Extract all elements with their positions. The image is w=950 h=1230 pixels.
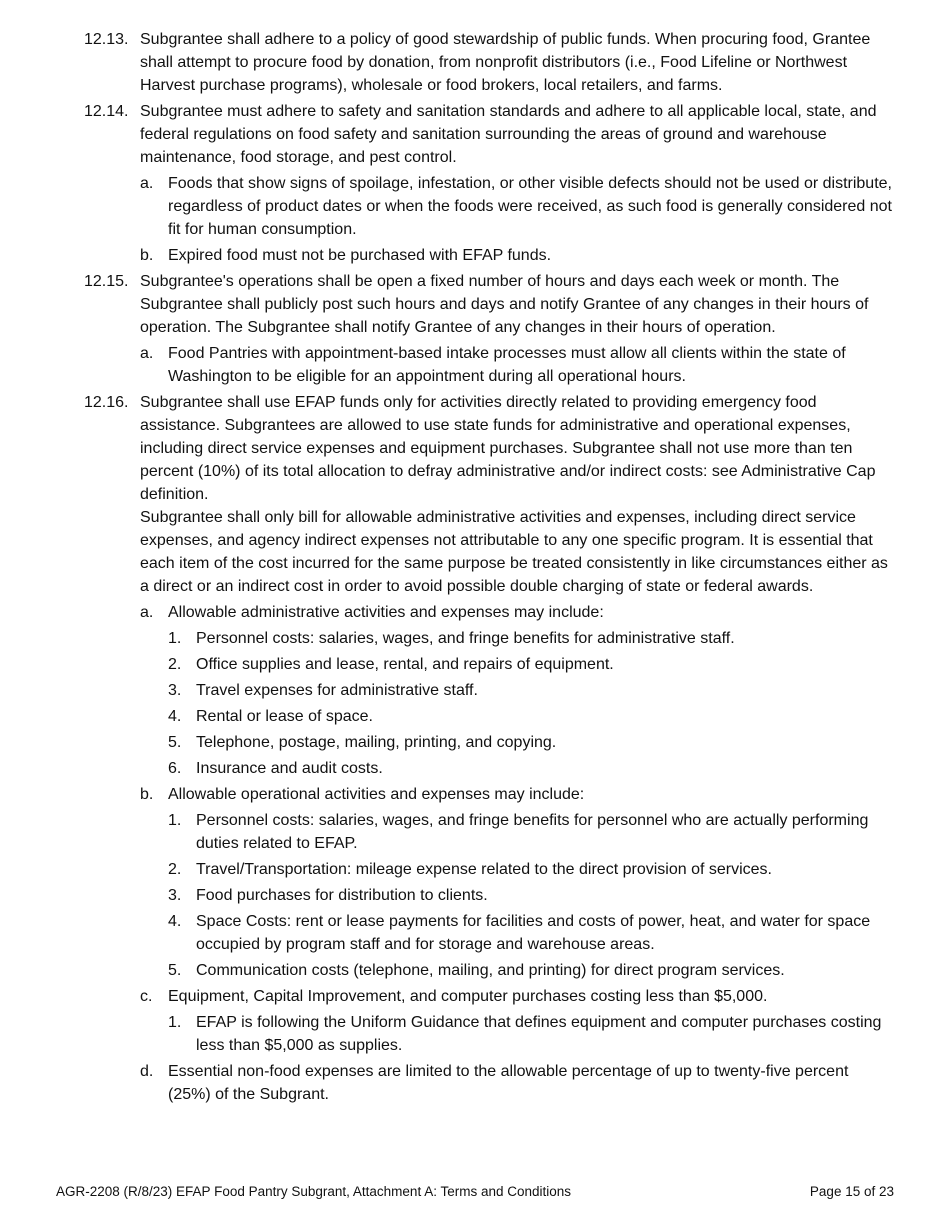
- subitem: [140, 244, 894, 267]
- section-paragraph: Subgrantee's operations shall be open a fixed number of hours and days each week or month. The Subgrantee shall publicly post such hours and days and notify Grantee of any changes in their hours of operation. The Subgrantee shall notify Grantee of any changes in their hours of operation.: [140, 273, 869, 336]
- list-item-text: Communication costs (telephone, mailing, and printing) for direct program services.: [196, 962, 785, 979]
- list-item-marker: 5.: [168, 962, 182, 979]
- list-item-text: Travel/Transportation: mileage expense related to the direct provision of services.: [196, 861, 772, 878]
- subitem: [140, 783, 894, 982]
- subitem-marker: b.: [140, 247, 154, 264]
- list-item-marker: 1.: [168, 812, 182, 829]
- section-12-15: [0, 270, 950, 388]
- section-12-16: [0, 391, 950, 1106]
- subitem-text: Foods that show signs of spoilage, infestation, or other visible defects should not be used or distribute, regardless of product dates or when the foods were received, as such food is generally considered not fit for human consumption.: [168, 175, 892, 238]
- section-number: 12.13.: [84, 31, 129, 48]
- list-item-marker: 3.: [168, 887, 182, 904]
- subitem-marker: c.: [140, 988, 153, 1005]
- subitem-text: Equipment, Capital Improvement, and computer purchases costing less than $5,000.: [168, 988, 768, 1005]
- page-footer: [56, 1183, 894, 1201]
- list-item-marker: 2.: [168, 656, 182, 673]
- list-item-marker: 2.: [168, 861, 182, 878]
- list-item-marker: 5.: [168, 734, 182, 751]
- list-item-text: Rental or lease of space.: [196, 708, 373, 725]
- subitem-marker: d.: [140, 1063, 154, 1080]
- section-paragraph: Subgrantee shall only bill for allowable administrative activities and expenses, including direct service expenses, and agency indirect expenses not attributable to any one specific program. It is essential that each item of the cost incurred for the same purpose be treated consistently in like circumstances either as a direct or an indirect cost in order to avoid possible double charging of state or federal awards.: [140, 509, 888, 595]
- list-item-text: Food purchases for distribution to clients.: [196, 887, 488, 904]
- section-paragraph: Subgrantee shall adhere to a policy of good stewardship of public funds. When procuring food, Grantee shall attempt to procure food by donation, from nonprofit distributors (i.e., Food Lifeline or Northwest Harvest purchase programs), wholesale or food brokers, local retailers, and farms.: [140, 31, 871, 94]
- subitem-marker: b.: [140, 786, 154, 803]
- section-paragraph: Subgrantee shall use EFAP funds only for activities directly related to providing emergency food assistance. Subgrantees are allowed to use state funds for administrative and operational expenses, including direct service expenses and equipment purchases. Subgrantee shall not use more than ten percent (10%) of its total allocation to defray administrative and/or indirect costs: see Administrative Cap definition.: [140, 394, 876, 503]
- list-item-text: Personnel costs: salaries, wages, and fringe benefits for administrative staff.: [196, 630, 735, 647]
- list-item: [168, 679, 894, 702]
- list-item-text: Travel expenses for administrative staff.: [196, 682, 478, 699]
- footer-document-id: AGR-2208 (R/8/23) EFAP Food Pantry Subgrant, Attachment A: Terms and Conditions: [56, 1184, 572, 1199]
- section-12-14: [0, 100, 950, 267]
- list-item: [168, 757, 894, 780]
- list-item-marker: 3.: [168, 682, 182, 699]
- subitem: [140, 172, 894, 241]
- subitem-marker: a.: [140, 345, 154, 362]
- list-item: [168, 653, 894, 676]
- list-item-marker: 4.: [168, 913, 182, 930]
- footer-page-number: Page 15 of 23: [809, 1184, 894, 1199]
- list-item-marker: 1.: [168, 1014, 182, 1031]
- list-item-marker: 4.: [168, 708, 182, 725]
- list-item: [168, 627, 894, 650]
- list-item-marker: 1.: [168, 630, 182, 647]
- subitem-text: Food Pantries with appointment-based intake processes must allow all clients within the state of Washington to be eligible for an appointment during all operational hours.: [168, 345, 846, 385]
- subitem-text: Allowable operational activities and expenses may include:: [168, 786, 585, 803]
- list-item-text: EFAP is following the Uniform Guidance that defines equipment and computer purchases costing less than $5,000 as supplies.: [196, 1014, 882, 1054]
- subitem-marker: a.: [140, 175, 154, 192]
- document-body: [0, 28, 950, 1109]
- subitem: [140, 342, 894, 388]
- section-12-13: [0, 28, 950, 97]
- list-item: [168, 858, 894, 881]
- list-item-text: Office supplies and lease, rental, and repairs of equipment.: [196, 656, 614, 673]
- list-item-text: Telephone, postage, mailing, printing, and copying.: [196, 734, 557, 751]
- subitem-marker: a.: [140, 604, 154, 621]
- list-item: [168, 1011, 894, 1057]
- section-number: 12.14.: [84, 103, 129, 120]
- list-item: [168, 884, 894, 907]
- list-item: [168, 705, 894, 728]
- list-item: [168, 910, 894, 956]
- section-number: 12.15.: [84, 273, 129, 290]
- subitem-text: Allowable administrative activities and expenses may include:: [168, 604, 604, 621]
- subitem: [140, 985, 894, 1057]
- section-paragraph: Subgrantee must adhere to safety and sanitation standards and adhere to all applicable local, state, and federal regulations on food safety and sanitation surrounding the areas of ground and warehouse maintenance, food storage, and pest control.: [140, 103, 877, 166]
- list-item-marker: 6.: [168, 760, 182, 777]
- list-item-text: Personnel costs: salaries, wages, and fringe benefits for personnel who are actually performing duties related to EFAP.: [196, 812, 869, 852]
- list-item: [168, 809, 894, 855]
- subitem: [140, 601, 894, 780]
- list-item-text: Insurance and audit costs.: [196, 760, 383, 777]
- subitem: [140, 1060, 894, 1106]
- list-item: [168, 731, 894, 754]
- subitem-text: Expired food must not be purchased with EFAP funds.: [168, 247, 552, 264]
- section-number: 12.16.: [84, 394, 129, 411]
- list-item-text: Space Costs: rent or lease payments for facilities and costs of power, heat, and water for space occupied by program staff and for storage and warehouse areas.: [196, 913, 871, 953]
- list-item: [168, 959, 894, 982]
- subitem-text: Essential non-food expenses are limited to the allowable percentage of up to twenty-five percent (25%) of the Subgrant.: [168, 1063, 849, 1103]
